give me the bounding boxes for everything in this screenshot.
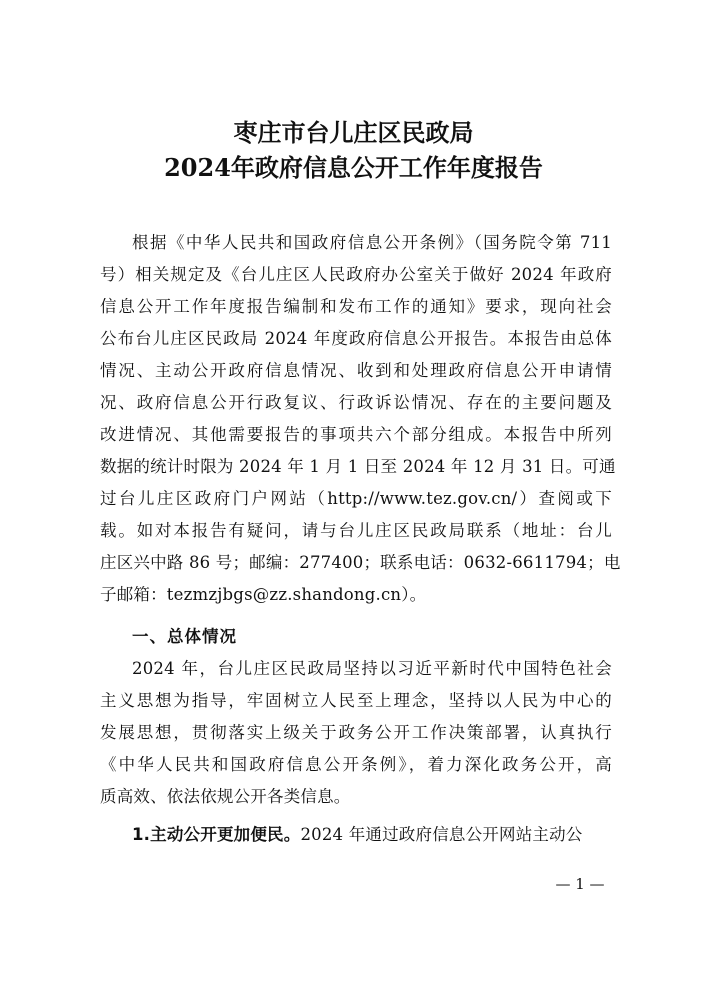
intro-line: 信息公开工作年度报告编制和发布工作的通知》要求，现向社会	[100, 297, 612, 316]
intro-line: 改进情况、其他需要报告的事项共六个部分组成。本报告中所列	[100, 425, 612, 444]
section-line: 主义思想为指导，牢固树立人民至上理念，坚持以人民为中心的	[100, 691, 612, 710]
intro-line: 情况、主动公开政府信息情况、收到和处理政府信息公开申请情	[100, 361, 612, 380]
intro-line: 过台儿庄区政府门户网站（http://www.tez.gov.cn/）查阅或下	[100, 489, 612, 508]
section-heading: 一、总体情况	[132, 627, 237, 646]
page-number: — 1 —	[555, 875, 605, 893]
intro-line: 号）相关规定及《台儿庄区人民政府办公室关于做好 2024 年政府	[100, 265, 612, 284]
item-line	[132, 819, 612, 851]
section-line: 2024 年，台儿庄区民政局坚持以习近平新时代中国特色社会	[132, 659, 612, 678]
intro-line: 庄区兴中路 86 号；邮编：277400；联系电话：0632-6611794；电	[100, 553, 621, 572]
intro-line: 数据的统计时限为 2024 年 1 月 1 日至 2024 年 12 月 31 日。可通	[100, 457, 616, 476]
intro-line: 根据《中华人民共和国政府信息公开条例》（国务院令第 711	[132, 233, 612, 252]
document-title-line1: 枣庄市台儿庄区民政局	[233, 118, 474, 147]
item-bold-lead: 1.主动公开更加便民。	[132, 825, 301, 844]
section-line: 《中华人民共和国政府信息公开条例》，着力深化政务公开，高	[100, 755, 612, 774]
intro-line: 载。如对本报告有疑问，请与台儿庄区民政局联系（地址：台儿	[100, 521, 612, 540]
intro-line: 子邮箱：tezmzjbgs@zz.shandong.cn）。	[100, 585, 427, 604]
intro-line: 公布台儿庄区民政局 2024 年度政府信息公开报告。本报告由总体	[100, 329, 612, 348]
item-text: 2024 年通过政府信息公开网站主动公	[300, 825, 583, 844]
section-line: 发展思想，贯彻落实上级关于政务公开工作决策部署，认真执行	[100, 723, 612, 742]
document-title-line2: 2024年政府信息公开工作年度报告	[164, 153, 543, 182]
intro-line: 况、政府信息公开行政复议、行政诉讼情况、存在的主要问题及	[100, 393, 612, 412]
section-line: 质高效、依法依规公开各类信息。	[100, 787, 351, 806]
